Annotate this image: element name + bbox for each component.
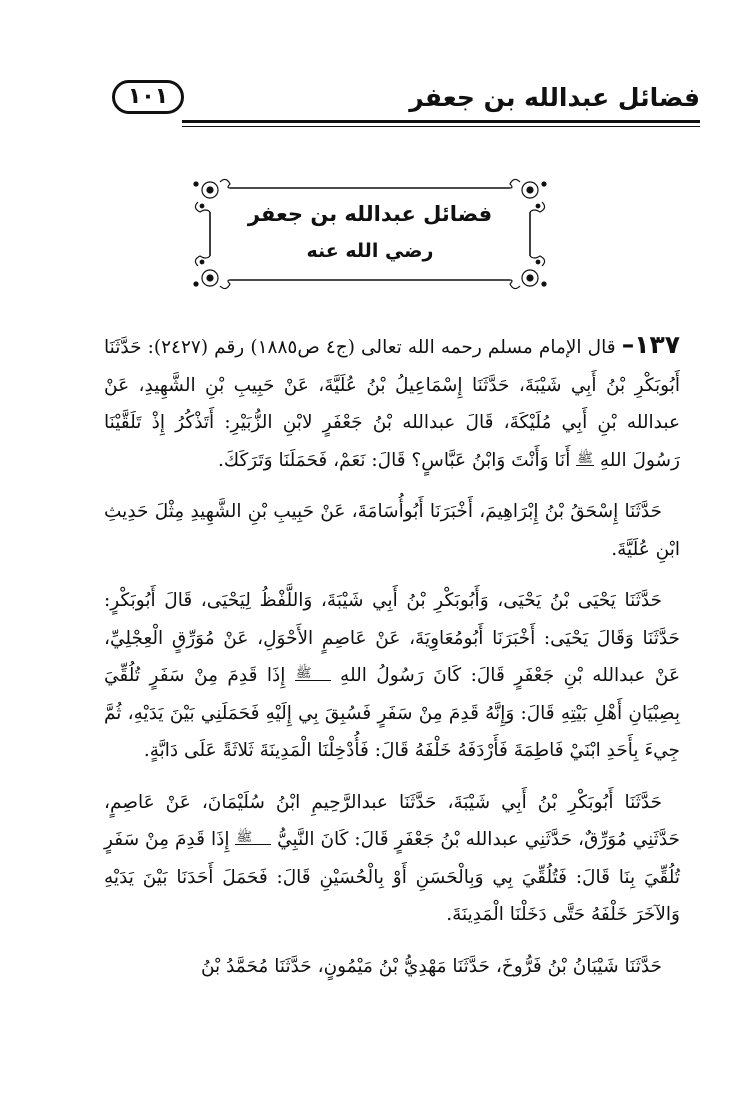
hadith-intro [104,326,680,479]
paragraph-text: حَدَّثَنَا أَبُوبَكْرِ بْنُ أَبِي شَيْبَةَ، حَدَّثَنَا عبدالرَّحِيمِ ابْنُ سُلَيْمَانَ، عَنْ عَاصِمٍ، حَدَّثَنِي مُوَرِّقٌ، حَدَّثَنِي عبدالله بْنُ جَعْفَرٍ قَالَ: كَانَ النَّبِيُّ [104,791,680,850]
chapter-subtitle: رضي الله عنه [306,240,434,262]
paragraph-text: أَنَا وَأَنْتَ وَابْنُ عَبَّاسٍ؟ قَالَ: نَعَمْ، فَحَمَلَنَا وَتَرَكَكَ. [218,449,571,471]
paragraph [104,493,680,568]
page-body [104,326,680,999]
page-number: ١٠١ [112,80,184,114]
header-rule-thin [182,126,700,127]
paragraph [104,582,680,770]
running-header [112,80,700,124]
paragraph-text: حَدَّثَنَا يَحْيَى بْنُ يَحْيَى، وَأَبُوبَكْرِ بْنُ أَبِي شَيْبَةَ، وَاللَّفْظُ لِيَحْيَى، قَالَ أَبُوبَكْرٍ: حَدَّثَنَا وَقَالَ يَحْيَى: أَخْبَرَنَا أَبُومُعَاوِيَةَ، عَنْ عَاصِمٍ الأَحْوَلِ، عَنْ مُوَرِّقٍ الْعِجْلِيِّ، عَنْ عبدالله بْنِ جَعْفَرٍ قَالَ: كَانَ رَسُولُ اللهِ [104,590,680,686]
hadith-number: ١٣٧– [621,330,680,359]
paragraph-text: حَدَّثَنَا إِسْحَقُ بْنُ إِبْرَاهِيمَ، أَخْبَرَنَا أَبُوأُسَامَةَ، عَنْ حَبِيبِ بْنِ الشَّهِيدِ مِثْلَ حَدِيثِ ابْنِ عُلَيَّةَ. [104,501,680,560]
paragraph [104,948,680,986]
paragraph-text: إِذَا قَدِمَ مِنْ سَفَرٍ تُلُقِّيَ بِنَا قَالَ: فَتُلُقِّيَ بِي وَبِالْحَسَنِ أَوْ بِالْحُسَيْنِ قَالَ: فَحَمَلَ أَحَدَنَا بَيْنَ يَدَيْهِ وَالآخَرَ خَلْفَهُ حَتَّى دَخَلْنَا الْمَدِينَةَ. [104,829,680,925]
paragraph-text: إِذَا قَدِمَ مِنْ سَفَرٍ تُلُقِّيَ بِصِبْيَانِ أَهْلِ بَيْتِهِ قَالَ: وَإِنَّهُ قَدِمَ مِنْ سَفَرٍ فَسُبِقَ بِي إِلَيْهِ فَحَمَلَنِي بَيْنَ يَدَيْهِ، ثُمَّ جِيءَ بِأَحَدِ ابْنَيْ فَاطِمَةَ فَأَرْدَفَهُ خَلْفَهُ قَالَ: فَأُدْخِلْنَا الْمَدِينَةَ ثَلاثَةً عَلَى دَابَّةٍ. [104,665,680,761]
header-rule [182,120,700,123]
hadith-source: قال الإمام مسلم رحمه الله تعالى (ج٤ ص١٨٨٥) رقم (٢٤٢٧): [147,337,616,358]
ornamental-border-icon [190,178,550,290]
running-title: فضائل عبدالله بن جعفر [409,83,700,112]
chapter-title: فضائل عبدالله بن جعفر [247,202,493,226]
salutation-icon: ﷺ [577,450,593,466]
salutation-icon: ﷺ [295,667,331,681]
salutation-icon: ﷺ [235,831,271,845]
paragraph [104,784,680,934]
paragraph-text: حَدَّثَنَا شَيْبَانُ بْنُ فَرُّوخَ، حَدَّثَنَا مَهْدِيُّ بْنُ مَيْمُونٍ، حَدَّثَنَا مُحَمَّدُ بْنُ [200,955,662,977]
chapter-title-frame [190,178,550,290]
paragraph-text: حَدَّثَنَا أَبُوبَكْرِ بْنُ أَبِي شَيْبَةَ، حَدَّثَنَا إِسْمَاعِيلُ بْنُ عُلَيَّةَ، عَنْ حَبِيبِ بْنِ الشَّهِيدِ، عَنْ عبدالله بْنِ أَبِي مُلَيْكَةَ، قَالَ عبدالله بْنُ جَعْفَرٍ لابْنِ الزُّبَيْرِ: أَتَذْكُرُ إِذْ تَلَقَّيْنَا رَسُولَ اللهِ [104,337,680,471]
